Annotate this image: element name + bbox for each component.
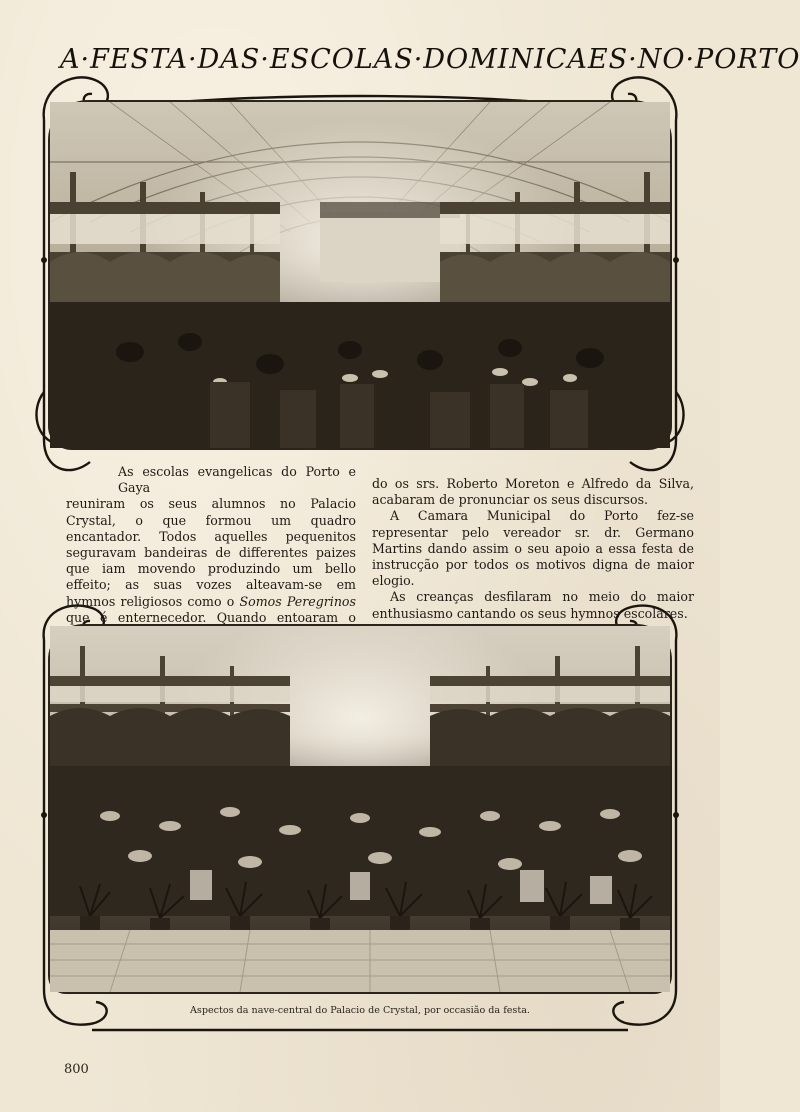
- article-right-column: [372, 476, 694, 622]
- page-number: 800: [64, 1062, 89, 1077]
- left-line-opening: As escolas evangelicas do Porto e Gaya: [118, 464, 356, 496]
- photo-bottom: [48, 624, 672, 994]
- page-title: A·FESTA·DAS·ESCOLAS·DOMINICAES·NO·PORTO: [60, 44, 800, 75]
- right-paragraph-1: do os srs. Roberto Moreton e Alfredo da Silva, acabaram de pronunciar os seus discursos.: [372, 476, 694, 508]
- photo-top-image: [50, 102, 670, 448]
- left-text-1: reuniram os seus alumnos no Palacio Crystal, o que formou um quadro encantador. Todos aquelles pequenitos seguravam bandeiras de differentes paizes que iam movendo produzindo um bello effeito; as suas vozes alteavam-se em hymnos religiosos como o: [66, 496, 356, 609]
- right-paragraph-2: A Camara Municipal do Porto fez-se representar pelo vereador sr. dr. Germano Martins dando assim o seu apoio a essa festa de instrucção por todos os motivos digna de maior elogio.: [372, 508, 694, 589]
- left-text-2: que é enternecedor. Quando entoaram o: [66, 609, 356, 625]
- hymn-title-somos-peregrinos: Somos Peregrinos: [239, 593, 356, 609]
- photo-bottom-image: [50, 626, 670, 992]
- photo-top: [48, 100, 672, 450]
- photo-caption: Aspectos da nave-central do Palacio de Crystal, por occasião da festa.: [190, 1005, 530, 1016]
- right-paragraph-3: As creanças desfilaram no meio do maior enthusiasmo cantando os seus hymnos escolares.: [372, 589, 694, 621]
